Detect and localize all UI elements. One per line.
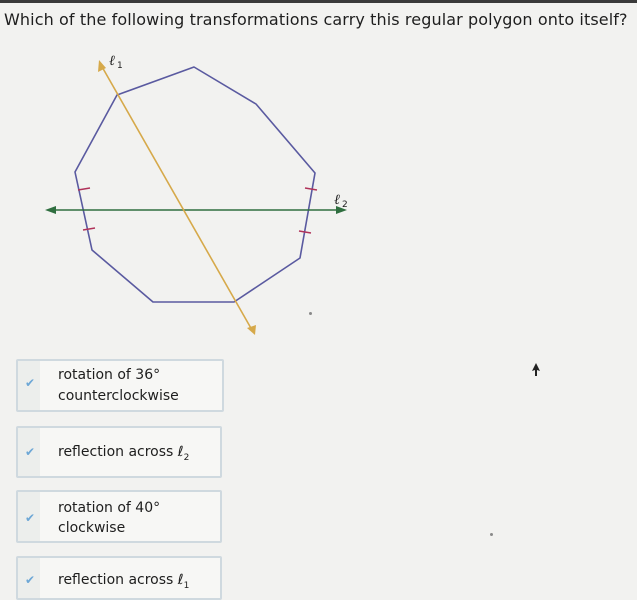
choice-label-line1: rotation of 36°	[58, 367, 161, 383]
choice-label-line1: rotation of 40°	[58, 500, 161, 516]
choice-label	[58, 570, 189, 597]
line-l1	[98, 60, 256, 335]
choice-label-subscript: 2	[183, 452, 190, 463]
choice-label-text: reflection across ℓ	[58, 444, 184, 460]
choice-label-line2: clockwise	[58, 520, 126, 536]
checkmark-icon: ✔	[25, 573, 36, 587]
line-l2-subscript: 2	[342, 200, 348, 210]
choice-reflection-l2[interactable]	[16, 426, 222, 478]
choice-label-subscript: 1	[183, 580, 190, 591]
choice-label-line2: counterclockwise	[58, 388, 179, 404]
checkmark-icon: ✔	[25, 376, 36, 390]
question-text: Which of the following transformations carry this regular polygon onto itself?	[4, 10, 628, 29]
choice-rotation-40-cw[interactable]	[16, 490, 222, 543]
checkmark-icon: ✔	[25, 511, 36, 525]
regular-decagon	[75, 67, 315, 302]
choice-label	[58, 442, 189, 469]
choice-rotation-36-ccw[interactable]	[16, 359, 224, 412]
line-l2	[45, 206, 347, 214]
top-border	[0, 0, 637, 3]
choice-label-text: reflection across ℓ	[58, 572, 184, 588]
stray-dot	[490, 533, 493, 536]
line-l2-label: ℓ	[334, 192, 340, 208]
choice-reflection-l1[interactable]	[16, 556, 222, 600]
line-l1-label: ℓ	[109, 53, 115, 69]
checkmark-icon: ✔	[25, 445, 36, 459]
line-l1-subscript: 1	[117, 61, 123, 71]
regular-polygon-figure	[0, 40, 360, 340]
mouse-pointer-icon	[531, 362, 545, 378]
stray-dot	[309, 312, 312, 315]
